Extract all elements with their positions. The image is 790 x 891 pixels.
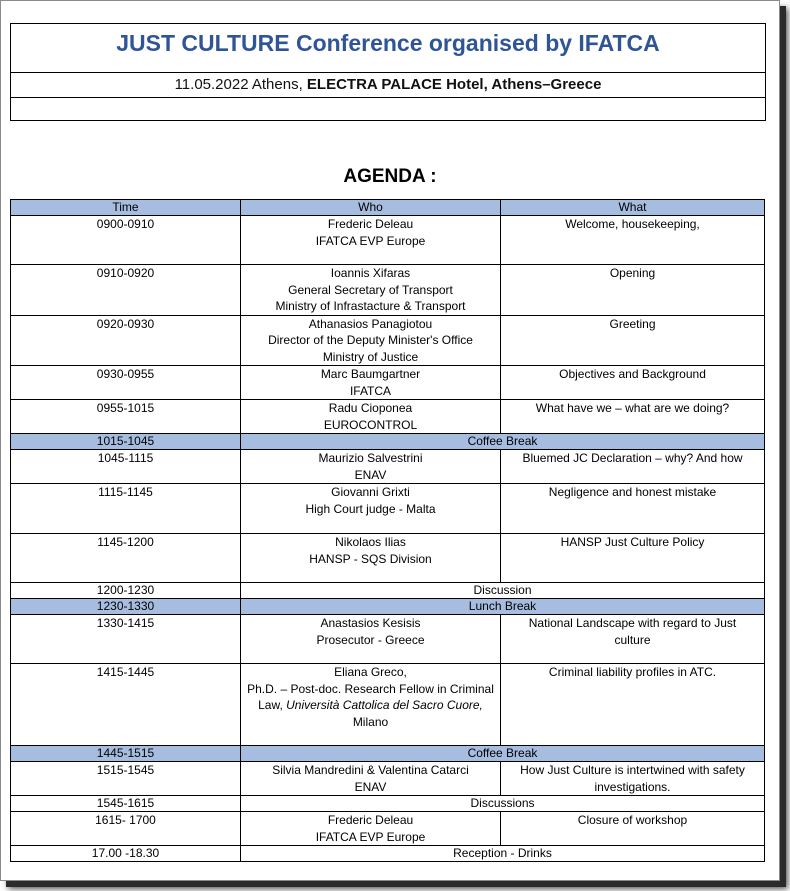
time-cell: 1445-1515 xyxy=(11,746,241,762)
who-line: Milano xyxy=(352,714,389,729)
who-cell xyxy=(241,484,501,534)
who-line: Ministry of Infrastacture & Transport xyxy=(275,299,466,313)
who-line: HANSP - SQS Division xyxy=(309,551,432,566)
table-row-break xyxy=(11,846,765,862)
who-line: ENAV xyxy=(354,779,387,794)
time-cell: 1515-1545 xyxy=(11,762,241,796)
header-empty-row xyxy=(11,98,765,120)
who-line: IFATCA xyxy=(349,383,392,398)
who-cell xyxy=(241,664,501,746)
table-row-break xyxy=(11,746,765,762)
table-row-break xyxy=(11,434,765,450)
who-cell xyxy=(241,265,501,316)
what-cell xyxy=(501,484,765,534)
break-cell: Coffee Break xyxy=(241,746,765,762)
who-cell xyxy=(241,762,501,796)
time-cell: 1230-1330 xyxy=(11,599,241,615)
who-line: Ministry of Justice xyxy=(322,349,419,364)
who-line: EUROCONTROL xyxy=(323,417,418,432)
who-line: Giovanni Grixti xyxy=(331,485,410,499)
what-line: HANSP Just Culture Policy xyxy=(560,535,705,549)
who-line: Prosecutor - Greece xyxy=(316,632,425,647)
what-line: What have we – what are we doing? xyxy=(535,401,730,415)
what-cell xyxy=(501,400,765,434)
time-cell: 0930-0955 xyxy=(11,366,241,400)
who-line: Anastasios Kesisis xyxy=(320,616,421,630)
what-line: How Just Culture is intertwined with safety xyxy=(520,763,745,777)
what-line: culture xyxy=(614,632,651,647)
who-line: IFATCA EVP Europe xyxy=(315,233,426,248)
who-line: Radu Cioponea xyxy=(328,401,413,415)
time-cell: 1015-1045 xyxy=(11,434,241,450)
what-cell xyxy=(501,315,765,366)
who-line: Ioannis Xifaras xyxy=(330,266,411,280)
who-line: Frederic Deleau xyxy=(327,217,414,231)
who-cell xyxy=(241,400,501,434)
what-cell xyxy=(501,664,765,746)
what-line: Greeting xyxy=(609,316,656,331)
who-line: Athanasios Panagiotou xyxy=(308,316,433,331)
table-row xyxy=(11,450,765,484)
time-cell: 1330-1415 xyxy=(11,615,241,664)
time-cell: 0920-0930 xyxy=(11,315,241,366)
who-line: IFATCA EVP Europe xyxy=(315,829,426,844)
time-cell: 0910-0920 xyxy=(11,265,241,316)
agenda-title: AGENDA : xyxy=(343,166,437,187)
who-cell xyxy=(241,615,501,664)
break-cell: Discussion xyxy=(241,583,765,599)
who-line: Silvia Mandredini & Valentina Catarci xyxy=(272,763,469,777)
what-cell xyxy=(501,216,765,265)
who-line: ENAV xyxy=(354,467,387,482)
what-line: Closure of workshop xyxy=(577,813,688,827)
time-cell: 0955-1015 xyxy=(11,400,241,434)
who-line: Eliana Greco, xyxy=(334,665,407,679)
column-header-time: Time xyxy=(11,200,241,216)
what-cell xyxy=(501,534,765,583)
time-cell: 1045-1115 xyxy=(11,450,241,484)
who-cell xyxy=(241,534,501,583)
time-cell: 1200-1230 xyxy=(11,583,241,599)
time-cell: 17.00 -18.30 xyxy=(11,846,241,862)
header-box xyxy=(10,23,766,121)
who-line: Director of the Deputy Minister's Office xyxy=(268,333,473,347)
who-line-part: Law, xyxy=(258,698,283,712)
who-cell xyxy=(241,315,501,366)
table-row xyxy=(11,400,765,434)
table-row xyxy=(11,216,765,265)
conference-subtitle xyxy=(11,73,765,98)
table-row xyxy=(11,615,765,664)
agenda-header-row xyxy=(11,200,765,216)
what-line: Criminal liability profiles in ATC. xyxy=(548,665,717,679)
break-cell: Discussions xyxy=(241,796,765,812)
what-line: Objectives and Background xyxy=(559,367,706,381)
what-line: Opening xyxy=(609,266,656,280)
column-header-what: What xyxy=(501,200,765,216)
who-line: General Secretary of Transport xyxy=(288,282,453,297)
what-cell xyxy=(501,762,765,796)
table-row-break xyxy=(11,583,765,599)
column-header-who: Who xyxy=(241,200,501,216)
time-cell: 1545-1615 xyxy=(11,796,241,812)
who-line xyxy=(245,697,496,714)
agenda-table xyxy=(10,199,765,862)
what-line: National Landscape with regard to Just xyxy=(528,616,737,630)
table-row xyxy=(11,534,765,583)
university-name: Università Cattolica del Sacro Cuore, xyxy=(286,698,483,712)
conference-title: JUST CULTURE Conference organised by IFATCA xyxy=(11,24,765,73)
who-cell xyxy=(241,450,501,484)
what-line: Negligence and honest mistake xyxy=(548,485,717,499)
who-line: Nikolaos Ilias xyxy=(335,535,406,549)
table-row xyxy=(11,484,765,534)
who-line: Ph.D. – Post-doc. Research Fellow in Criminal xyxy=(247,681,494,696)
what-cell xyxy=(501,366,765,400)
conference-venue: ELECTRA PALACE Hotel, Athens–Greece xyxy=(306,76,602,93)
time-cell: 1415-1445 xyxy=(11,664,241,746)
break-cell: Coffee Break xyxy=(241,434,765,450)
table-row xyxy=(11,812,765,846)
who-line: Frederic Deleau xyxy=(327,813,414,827)
table-row xyxy=(11,315,765,366)
what-cell xyxy=(501,265,765,316)
who-line: Maurizio Salvestrini xyxy=(318,451,423,465)
table-row xyxy=(11,265,765,316)
table-row xyxy=(11,762,765,796)
what-cell xyxy=(501,615,765,664)
break-cell: Lunch Break xyxy=(241,599,765,615)
time-cell: 1615- 1700 xyxy=(11,812,241,846)
time-cell: 0900-0910 xyxy=(11,216,241,265)
time-cell: 1145-1200 xyxy=(11,534,241,583)
table-row xyxy=(11,366,765,400)
conference-date-place: 11.05.2022 Athens, xyxy=(174,76,303,93)
what-line: Welcome, housekeeping, xyxy=(565,217,700,231)
break-cell: Reception - Drinks xyxy=(241,846,765,862)
what-cell xyxy=(501,450,765,484)
who-cell xyxy=(241,216,501,265)
who-line: Marc Baumgartner xyxy=(320,367,421,381)
who-line: High Court judge - Malta xyxy=(305,501,436,516)
what-line: Bluemed JC Declaration – why? And how xyxy=(522,451,743,465)
table-row-break xyxy=(11,796,765,812)
what-line: investigations. xyxy=(594,779,671,794)
who-cell xyxy=(241,812,501,846)
table-row-break xyxy=(11,599,765,615)
who-cell xyxy=(241,366,501,400)
time-cell: 1115-1145 xyxy=(11,484,241,534)
table-row xyxy=(11,664,765,746)
what-cell xyxy=(501,812,765,846)
